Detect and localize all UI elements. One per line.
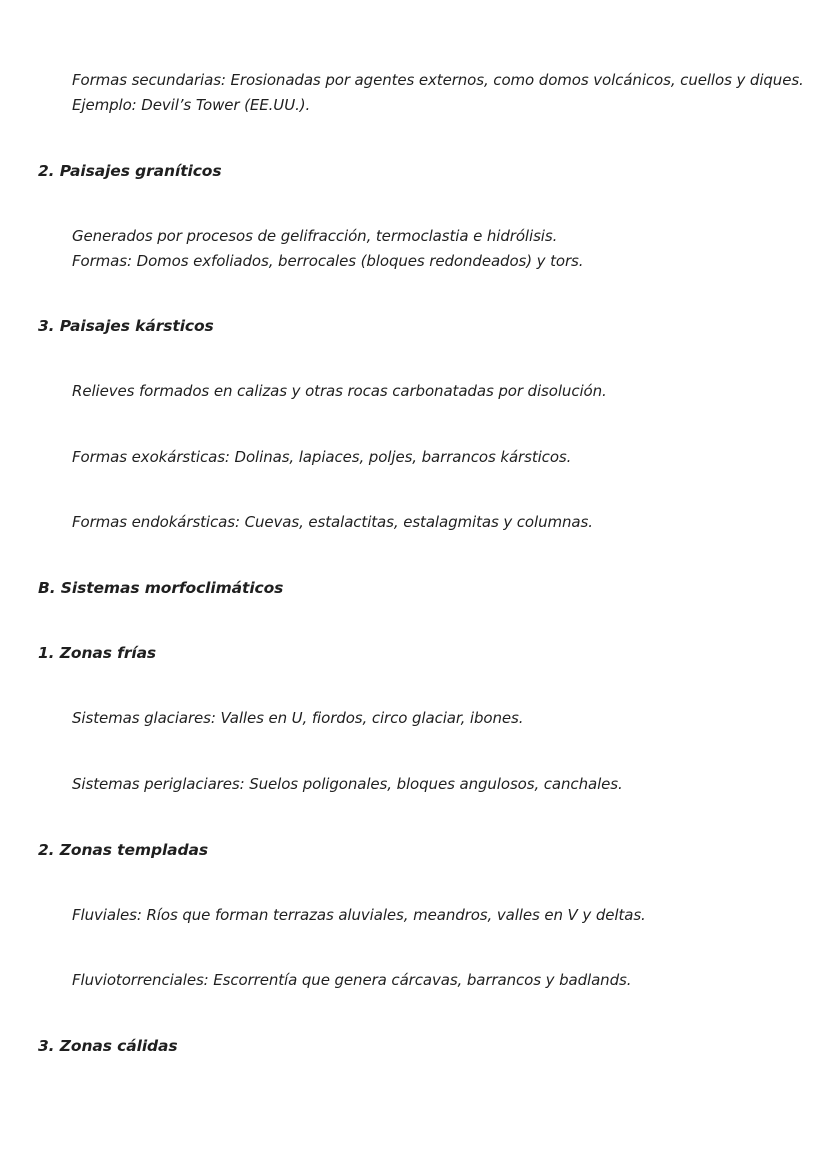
periglacial-systems-text: Sistemas periglaciares: Suelos poligonales, bloques angulosos, canchales. (72, 775, 623, 793)
temperate-zones-heading: 2. Zonas templadas (38, 841, 208, 859)
granitic-processes-text: Generados por procesos de gelifracción, termoclastia e hidrólisis. (72, 227, 558, 245)
morphoclimatic-systems-heading: B. Sistemas morfoclimáticos (38, 579, 284, 597)
exokarstic-forms-text: Formas exokársticas: Dolinas, lapiaces, poljes, barrancos kársticos. (72, 448, 572, 466)
warm-zones-heading: 3. Zonas cálidas (38, 1037, 178, 1055)
fluvial-text: Fluviales: Ríos que forman terrazas aluviales, meandros, valles en V y deltas. (72, 906, 646, 924)
karstic-landscapes-heading: 3. Paisajes kársticos (38, 317, 214, 335)
volcanic-example-text: Ejemplo: Devil’s Tower (EE.UU.). (72, 96, 311, 114)
karstic-intro-text: Relieves formados en calizas y otras rocas carbonatadas por disolución. (72, 382, 607, 400)
cold-zones-heading: 1. Zonas frías (38, 644, 157, 662)
fluviotorrential-text: Fluviotorrenciales: Escorrentía que genera cárcavas, barrancos y badlands. (72, 971, 632, 989)
granitic-forms-text: Formas: Domos exfoliados, berrocales (bloques redondeados) y tors. (72, 252, 584, 270)
endokarstic-forms-text: Formas endokársticas: Cuevas, estalactitas, estalagmitas y columnas. (72, 513, 593, 531)
granitic-landscapes-heading: 2. Paisajes graníticos (38, 162, 222, 180)
glacial-systems-text: Sistemas glaciares: Valles en U, fiordos, circo glaciar, ibones. (72, 709, 524, 727)
volcanic-secondary-forms-text: Formas secundarias: Erosionadas por agentes externos, como domos volcánicos, cuellos y diques. (72, 71, 804, 89)
